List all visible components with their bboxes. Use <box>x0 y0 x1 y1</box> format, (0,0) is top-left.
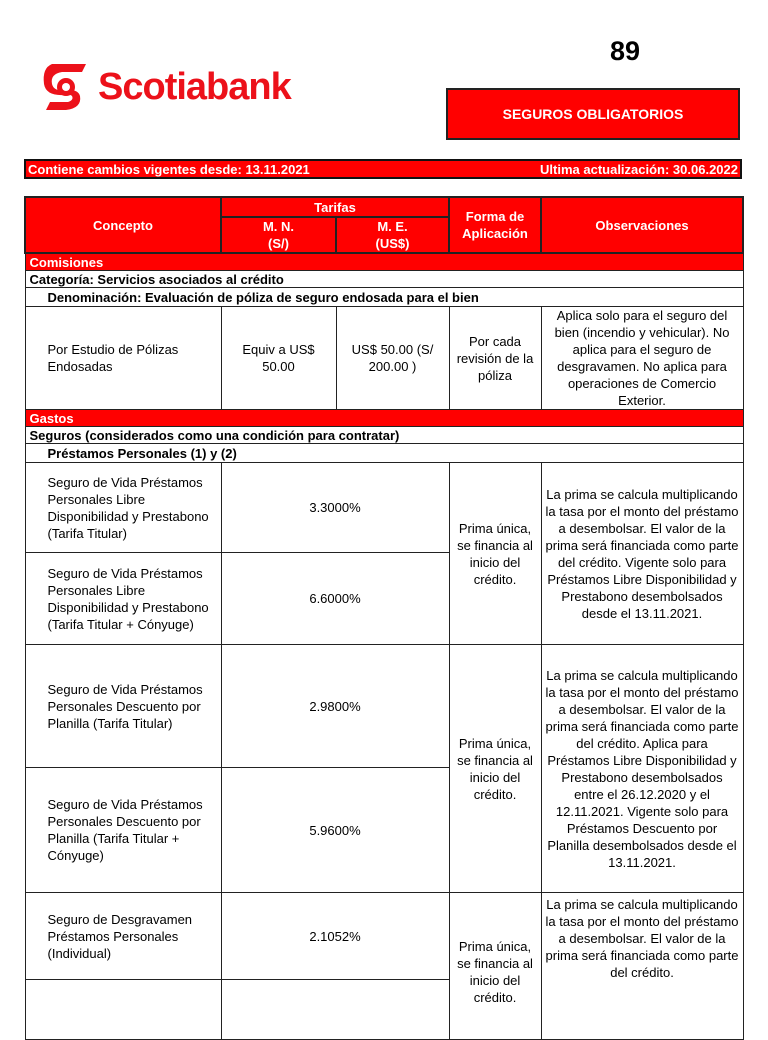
brand-name: Scotiabank <box>98 65 291 108</box>
section-comisiones: Comisiones <box>25 253 743 271</box>
effective-date: Contiene cambios vigentes desde: 13.11.2021 <box>28 161 310 177</box>
section-gastos: Gastos <box>25 410 743 427</box>
scotiabank-s-icon <box>42 62 90 112</box>
table-row: Seguro de Vida Préstamos Personales Libre Disponibilidad y Prestabono (Tarifa Titular + Cónyuge) 6.6000% <box>25 553 743 645</box>
table-row: Seguro de Vida Préstamos Personales Libre Disponibilidad y Prestabono (Tarifa Titular) 3.3000% Prima única, se financia al inicio del crédito. La prima se calcula multiplicando la tasa por el monto del préstamo a desembolsar. El valor de la prima será financiada como parte del crédito. Vigente solo para Préstamos Libre Disponibilidad y Prestabono desembolsados desde el 13.11.2021. <box>25 463 743 553</box>
table-row: Seguro de Vida Préstamos Personales Descuento por Planilla (Tarifa Titular) 2.9800% Prima única, se financia al inicio del crédito. La prima se calcula multiplicando la tasa por el monto del préstamo a desembolsar. El valor de la prima será financiada como parte del crédito. Aplica para Préstamos Libre Disponibilidad y Prestabono desembolsados entre el 26.12.2020 y el 12.11.2021. Vigente solo para Préstamos Descuento por Planilla desembolsados desde el 13.11.2021. <box>25 645 743 768</box>
header-mn: M. N. (S/) <box>221 217 336 253</box>
page-number: 89 <box>610 36 641 66</box>
last-update: Ultima actualización: 30.06.2022 <box>540 161 738 177</box>
denomination-row: Préstamos Personales (1) y (2) <box>25 444 743 463</box>
scotiabank-logo <box>42 62 291 112</box>
document-title: SEGUROS OBLIGATORIOS <box>446 88 740 140</box>
header-tarifas: Tarifas <box>221 197 449 217</box>
table-row: Por Estudio de Pólizas Endosadas Equiv a US$ 50.00 US$ 50.00 (S/ 200.00 ) Por cada revisión de la póliza Aplica solo para el seguro del bien (incendio y vehicular). No aplica para el seguro de desgravamen. No aplica para operaciones de Comercio Exterior. <box>25 307 743 410</box>
denomination-row: Denominación: Evaluación de póliza de seguro endosada para el bien <box>25 288 743 307</box>
category-row: Categoría: Servicios asociados al crédito <box>25 271 743 288</box>
tariff-table <box>24 196 743 1005</box>
category-row: Seguros (considerados como una condición para contratar) <box>25 427 743 444</box>
table-row: Seguro de Vida Préstamos Personales Descuento por Planilla (Tarifa Titular + Cónyuge) 5.9600% <box>25 768 743 893</box>
header-observaciones: Observaciones <box>541 197 743 253</box>
date-bar <box>24 159 742 179</box>
header-concepto: Concepto <box>25 197 221 253</box>
header-me: M. E. (US$) <box>336 217 449 253</box>
table-row: Seguro de Desgravamen Préstamos Personales (Individual) 2.1052% Prima única, se financia al inicio del crédito. La prima se calcula multiplicando la tasa por el monto del préstamo a desembolsar. El valor de la prima será financiada como parte del crédito. <box>25 893 743 980</box>
header-forma: Forma de Aplicación <box>449 197 541 253</box>
